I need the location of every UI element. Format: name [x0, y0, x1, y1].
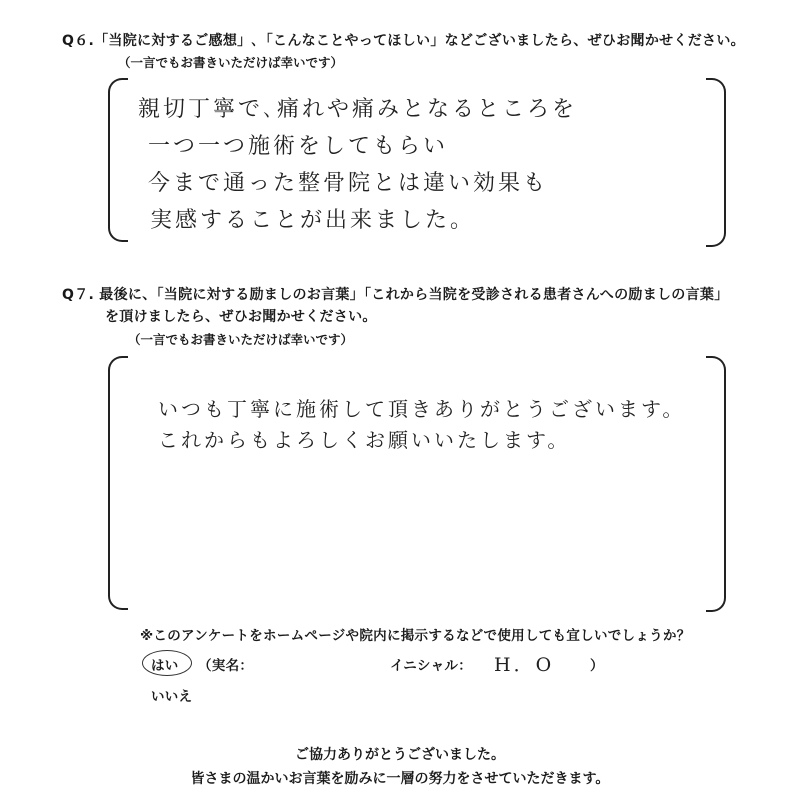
q6-note: （一言でもお書きいただけば幸いです）: [118, 55, 344, 70]
q6-question: Q６.「当院に対するご感想」､「こんなことやってほしい」などございましたら、ぜひお聞かせください。: [62, 33, 745, 49]
real-name-label: （実名：: [198, 658, 254, 674]
q7-answer-bracket-right: [706, 356, 726, 612]
consent-question: ※このアンケートをホームページや院内に掲示するなどで使用しても宜しいでしょうか？: [140, 628, 691, 644]
initial-close-paren: ）: [590, 658, 604, 674]
q6-answer-bracket-left: [108, 78, 128, 242]
consent-no-option[interactable]: いいえ: [151, 689, 193, 705]
q6-answer-bracket-right: [706, 78, 726, 247]
footer-message: 皆さまの温かいお言葉を励みに一層の努力をさせていただきます。: [190, 771, 610, 787]
footer-thanks: ご協力ありがとうございました。: [295, 747, 505, 763]
q6-answer-line-3: 今まで通った整骨院とは違い効果も: [148, 171, 549, 196]
q6-answer-line-1: 親切丁寧で､痛れや痛みとなるところを: [138, 97, 578, 122]
q6-answer-line-4: 実感することが出来ました。: [150, 208, 476, 233]
q7-question-line-1: Q７. 最後に、「当院に対する励ましのお言葉」「これから当院を受診される患者さんへの励ましの言葉」: [62, 287, 729, 303]
consent-yes-option[interactable]: はい: [151, 658, 179, 674]
q7-answer-line-1: いつも丁寧に施術して頂きありがとうございます。: [158, 397, 686, 421]
initial-label: イニシャル：: [390, 658, 472, 674]
q7-answer-bracket-left: [108, 356, 128, 610]
q7-note: （一言でもお書きいただけば幸いです）: [128, 332, 354, 347]
initial-value[interactable]: H．O: [494, 654, 555, 676]
q6-answer-line-2: 一つ一つ施術をしてもらい: [148, 134, 449, 159]
q7-answer-line-2: これからもよろしくお願いいたします。: [158, 428, 571, 452]
q7-question-line-2: を頂けましたら、ぜひお聞かせください。: [105, 309, 377, 325]
